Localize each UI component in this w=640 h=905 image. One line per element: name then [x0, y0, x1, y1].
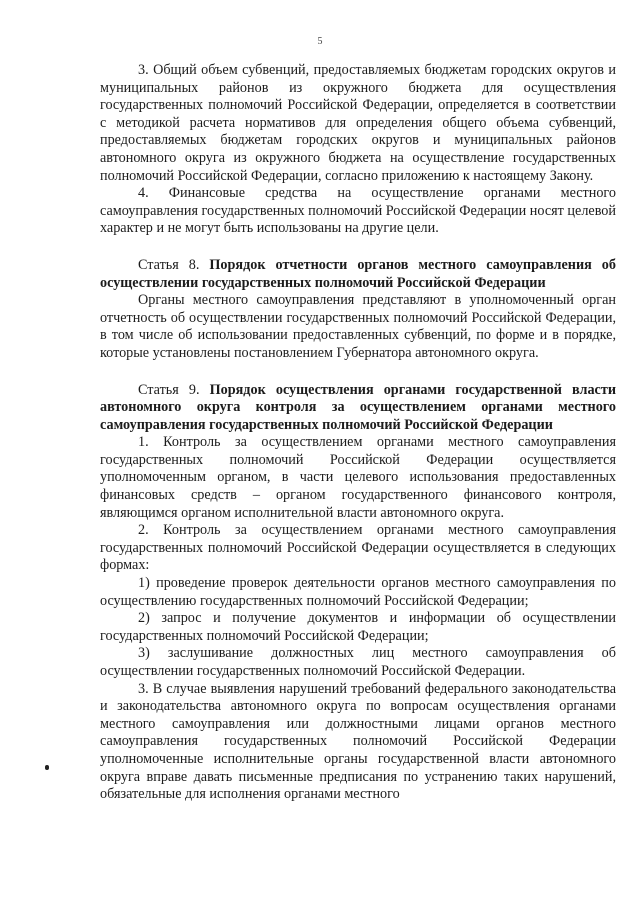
article-8-heading: [100, 257, 616, 292]
article-9-item: 1. Контроль за осуществлением органами местного самоуправления государственных полномочий Российской Федерации осуществляется уполномоченным органом, в части целевого использования предоставленных финансовых средств – органом государственного финансового контроля, являющимся органом исполнительной власти автономного округа.: [100, 434, 616, 521]
paragraph-subvention-total: 3. Общий объем субвенций, предоставляемых бюджетам городских округов и муниципальных районов из окружного бюджета для осуществления государственных полномочий Российской Федерации, определяется в соответствии с методикой расчета нормативов для определения общего объема субвенций, предоставляемых бюджетам городских округов и муниципальных районов автономного округа из окружного бюджета на осуществление государственных полномочий Российской Федерации, согласно приложению к настоящему Закону.: [100, 62, 616, 184]
page-number: 5: [317, 36, 323, 47]
article-8-title: Порядок отчетности органов местного самоуправления об осуществлении государственных полномочий Российской Федерации: [100, 256, 616, 291]
article-9-item: 3. В случае выявления нарушений требований федерального законодательства и законодательства автономного округа по вопросам осуществления органами местного самоуправления или должностными лицами органов местного самоуправления государственных полномочий Российской Федерации уполномоченные исполнительные органы государственной власти автономного округа вправе давать письменные предписания по устранению таких нарушений, обязательные для исполнения органами местного: [100, 680, 616, 803]
article-9-item: 1) проведение проверок деятельности органов местного самоуправления по осуществлению государственных полномочий Российской Федерации;: [100, 575, 616, 609]
article-9-item: 2) запрос и получение документов и информации об осуществлении государственных полномочий Российской Федерации;: [100, 610, 616, 644]
article-8-number: Статья 8.: [138, 256, 210, 273]
article-9-number: Статья 9.: [138, 381, 210, 398]
section-spacer: [100, 363, 616, 382]
article-9-item: 3) заслушивание должностных лиц местного самоуправления об осуществлении государственных полномочий Российской Федерации.: [100, 645, 616, 679]
article-9-title: Порядок осуществления органами государственной власти автономного округа контроля за осуществлением органами местного самоуправления государственных полномочий Российской Федерации: [100, 381, 616, 433]
article-8-text: Органы местного самоуправления представляют в уполномоченный орган отчетность об осуществлении государственных полномочий Российской Федерации, в том числе об использовании предоставленных субвенций, по форме и в порядке, которые установлены постановлением Губернатора автономного округа.: [100, 292, 616, 361]
document-body: [100, 62, 616, 804]
scan-speck: [45, 765, 49, 770]
article-9-heading: [100, 382, 616, 435]
article-9-item: 2. Контроль за осуществлением органами местного самоуправления государственных полномочий Российской Федерации осуществляется в следующих формах:: [100, 522, 616, 574]
paragraph-financial-means: 4. Финансовые средства на осуществление органами местного самоуправления государственных полномочий Российской Федерации носят целевой характер и не могут быть использованы на другие цели.: [100, 185, 616, 237]
section-spacer: [100, 238, 616, 257]
